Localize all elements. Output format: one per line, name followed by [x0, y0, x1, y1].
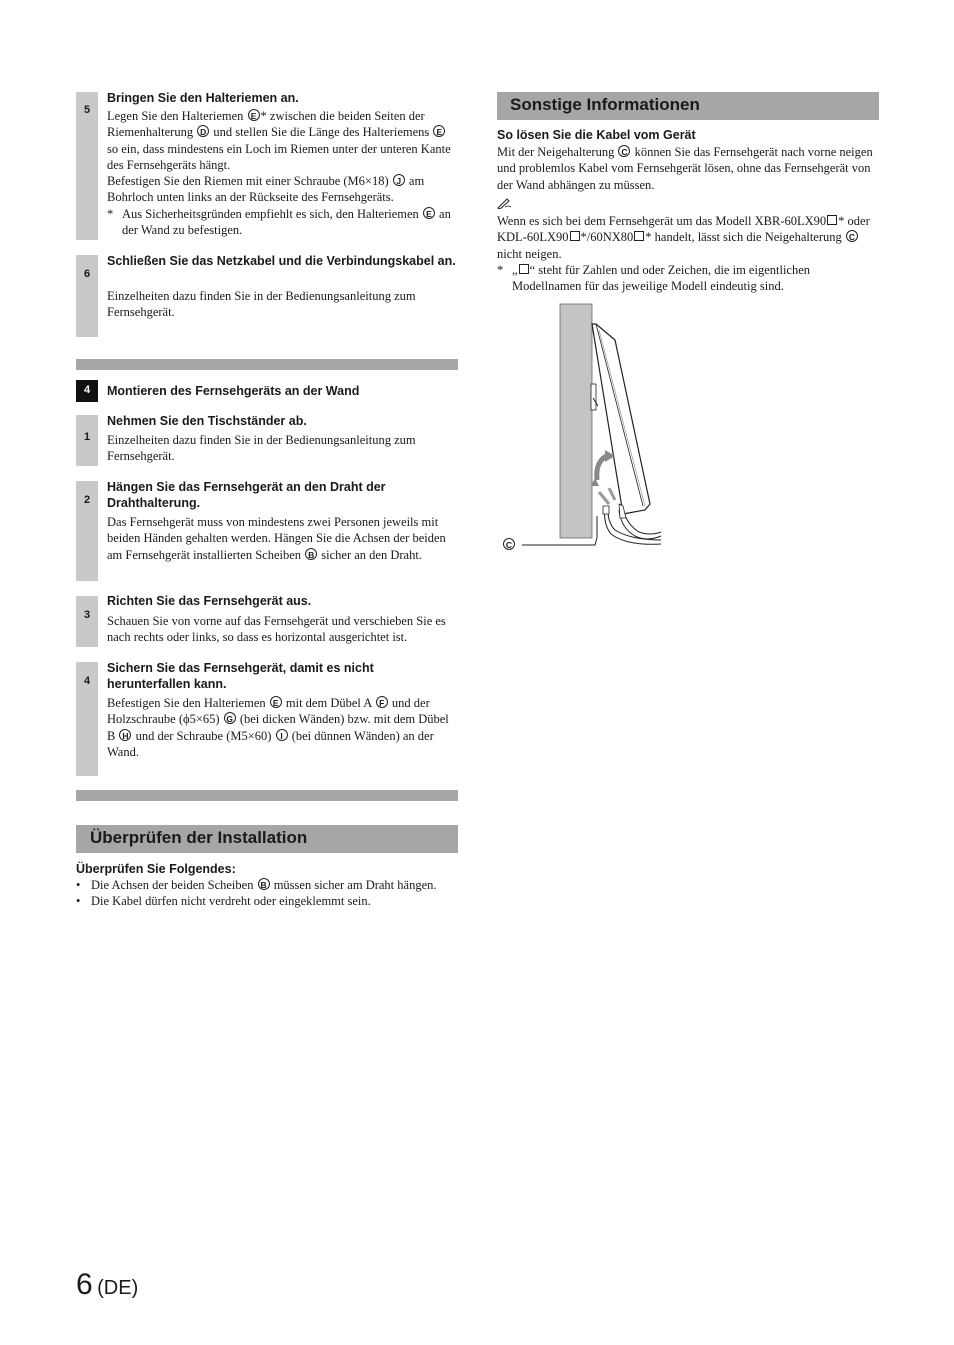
callout-e: E [433, 125, 445, 137]
callout-b: B [258, 878, 270, 890]
paragraph: Wenn es sich bei dem Fernsehgerät um das Modell XBR-60LX90 * oder KDL-60LX90 */60NX80 * handelt, lässt sich die Neigehalterung C nicht neigen. * „ “ steht für Zahlen und oder Zeichen, die im eigentlichen Modellnamen für das jeweilige Modell eindeutig sind. [497, 213, 879, 294]
check-list [76, 877, 458, 910]
pencil-note-icon [497, 197, 513, 209]
step-body: Schauen Sie von vorne auf das Fernsehgerät und verschieben Sie es nach rechts oder links, so dass es horizontal ausgerichtet ist. [107, 614, 446, 645]
step-title: Schließen Sie das Netzkabel und die Verbindungskabel an. [107, 254, 456, 268]
step-title: Nehmen Sie den Tischständer ab. [107, 414, 307, 428]
callout-j: J [393, 174, 405, 186]
callout-b: B [305, 548, 317, 560]
placeholder-box-icon [827, 215, 837, 225]
step-body: Befestigen Sie den Halteriemen E mit dem Dübel A F und der Holzschraube (ϕ5×65) G (bei dicken Wänden) bzw. mit dem Dübel B H und der Schraube (M5×60) I (bei dünnen Wänden) an der Wand. [107, 696, 449, 759]
page-number: 6 (DE) [76, 1268, 139, 1301]
callout-e: E [270, 696, 282, 708]
callout-i: I [276, 729, 288, 741]
list-item: • Die Kabel dürfen nicht verdreht oder eingeklemmt sein. [76, 894, 371, 909]
list-item: • Die Achsen der beiden Scheiben B müssen sicher am Draht hängen. [76, 878, 437, 892]
subsection-title: Überprüfen Sie Folgendes: [76, 862, 236, 876]
step-body: Einzelheiten dazu finden Sie in der Bedienungsanleitung zum Fernsehgerät. [107, 289, 416, 320]
step-body: Das Fernsehgerät muss von mindestens zwei Personen jeweils mit beiden Händen gehalten werden. Hängen Sie die Achsen der beiden am Fernsehgerät installierten Scheiben B sicher an den Draht. [107, 515, 446, 562]
callout-c: C [846, 230, 858, 242]
callout-h: H [119, 729, 131, 741]
paragraph: Mit der Neigehalterung C können Sie das Fernsehgerät nach vorne neigen und problemlos Kabel vom Fernsehgerät lösen, ohne das Fernsehgerät von der Wand abhängen zu müssen. [497, 145, 873, 192]
step-number: 1 [83, 431, 91, 443]
placeholder-box-icon [570, 231, 580, 241]
callout-g: G [224, 712, 236, 724]
callout-c: C [618, 145, 630, 157]
section-divider [76, 790, 458, 801]
step-number: 4 [83, 675, 91, 687]
step-body: Legen Sie den Halteriemen E * zwischen die beiden Seiten der Riemenhalterung D und stellen Sie die Länge des Halteriemens E so ein, dass mindestens ein Loch im Riemen unter der unteren Kante des Fernsehgeräts hängt. Befestigen Sie den Riemen mit einer Schraube (M6×18) J am Bohrloch unten links an der Rückseite des Fernsehgeräts. * Aus Sicherheitsgründen empfiehlt es sich, den Halteriemen E an der Wand zu befestigen. [107, 108, 458, 238]
step-title: Hängen Sie das Fernsehgerät an den Draht der Drahthalterung. [107, 480, 386, 510]
step-number: 3 [83, 609, 91, 621]
subsection-title: So lösen Sie die Kabel vom Gerät [497, 128, 696, 142]
tilt-bracket-illustration [495, 300, 665, 560]
step-bar [76, 596, 98, 647]
step-number: 6 [83, 268, 91, 280]
step-number: 5 [83, 104, 91, 116]
section-heading: Überprüfen der Installation [90, 828, 308, 847]
callout-e: E [423, 207, 435, 219]
step-body: Einzelheiten dazu finden Sie in der Bedienungsanleitung zum Fernsehgerät. [107, 433, 416, 464]
section-number: 4 [83, 384, 91, 396]
step-title: Bringen Sie den Halteriemen an. [107, 91, 299, 105]
step-title: Richten Sie das Fernsehgerät aus. [107, 594, 312, 608]
step-title: Sichern Sie das Fernsehgerät, damit es nicht herunterfallen kann. [107, 661, 374, 691]
section-heading: Sonstige Informationen [510, 95, 700, 114]
figure-callout-c: C [503, 538, 515, 550]
placeholder-box-icon [519, 264, 529, 274]
footnote: * Aus Sicherheitsgründen empfiehlt es sich, den Halteriemen E an der Wand zu befestigen. [107, 206, 451, 238]
section-title: Montieren des Fernsehgeräts an der Wand [107, 384, 360, 398]
callout-f: F [376, 696, 388, 708]
callout-d: D [197, 125, 209, 137]
callout-e: E [248, 109, 260, 121]
section-divider [76, 359, 458, 370]
step-number: 2 [83, 494, 91, 506]
placeholder-box-icon [634, 231, 644, 241]
footnote: * „ “ steht für Zahlen und oder Zeichen, die im eigentlichen Modellnamen für das jeweilige Modell eindeutig sind. [497, 262, 811, 294]
